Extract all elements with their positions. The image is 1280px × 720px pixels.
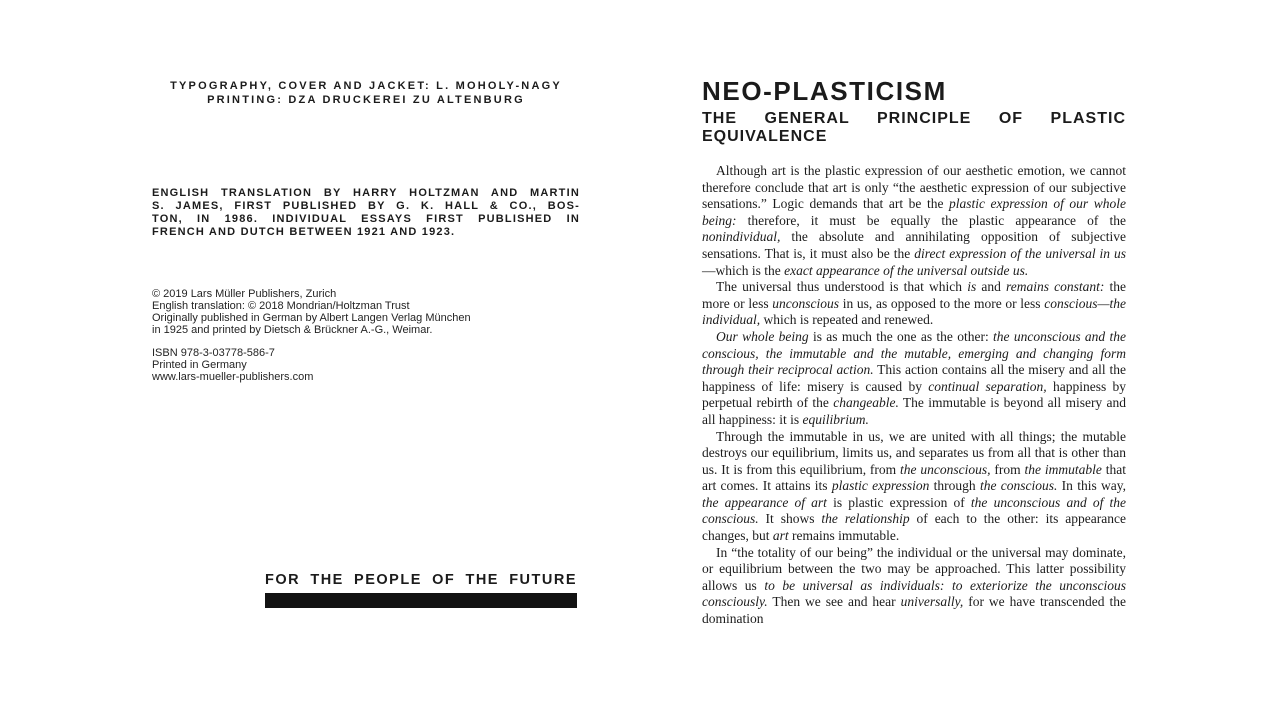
production-credits: [152, 79, 580, 107]
essay-title: NEO-PLASTICISM: [702, 76, 947, 106]
body-paragraph: Although art is the plastic expression of our aesthetic emotion, we cannot therefore conclude that art is only “the aesthetic expression of our subjective sensations.” Logic demands that art be the plastic expression of our whole being: therefore, it must be equally the plastic appearance of the nonindividual, the absolute and annihilating opposition of subjective sensations. That is, it must also be the direct expression of the universal in us—which is the exact appearance of the universal outside us.: [702, 163, 1127, 278]
text-line: in 1925 and printed by Dietsch & Brückner A.-G., Weimar.: [152, 324, 433, 336]
text-line: PRINTING: DZA DRUCKEREI ZU ALTENBURG: [207, 94, 525, 106]
text-line: ENGLISH TRANSLATION BY HARRY HOLTZMAN AND MARTIN: [152, 187, 580, 199]
text-line: THE GENERAL PRINCIPLE OF PLASTIC: [702, 110, 1126, 127]
text-line: ISBN 978-3-03778-586-7: [152, 347, 275, 359]
right-page: [702, 78, 1126, 628]
text-line: © 2019 Lars Müller Publishers, Zurich: [152, 288, 337, 300]
text-line: FRENCH AND DUTCH BETWEEN 1921 AND 1923.: [152, 226, 456, 238]
body-paragraph: Through the immutable in us, we are united with all things; the mutable destroys our equilibrium, limits us, and separates us from all that is other than us. It is from this equilibrium, from the unconscious, from the immutable that art comes. It attains its plastic expression through the conscious. In this way, the appearance of art is plastic expression of the unconscious and of the conscious. It shows the relationship of each to the other: its appearance changes, but art remains immutable.: [702, 428, 1126, 544]
copyright-block: [152, 288, 592, 336]
isbn-block: [152, 347, 592, 383]
text-line: Printed in Germany: [152, 359, 247, 371]
body-paragraph: In “the totality of our being” the individual or the universal may dominate, or equilibrium between the two may be approached. This latter possibility allows us to be universal as individuals: to exteriorize the unconscious consciously. Then we see and hear universally, for we have transcended the domination: [702, 544, 1126, 627]
motto-underline-bar: [265, 593, 577, 608]
text-line: TYPOGRAPHY, COVER AND JACKET: L. MOHOLY-NAGY: [170, 80, 562, 92]
translation-note: [152, 187, 580, 239]
text-line: TON, IN 1986. INDIVIDUAL ESSAYS FIRST PUBLISHED IN: [152, 213, 580, 225]
publisher-motto: FOR THE PEOPLE OF THE FUTURE: [265, 572, 577, 588]
text-line: English translation: © 2018 Mondrian/Holtzman Trust: [152, 300, 410, 312]
text-line: EQUIVALENCE: [702, 127, 828, 145]
essay-body: [702, 163, 1126, 628]
body-paragraph: Our whole being is as much the one as the other: the unconscious and the conscious, the immutable and the mutable, emerging and changing form through their reciprocal action. This action contains all the misery and all the happiness of life: misery is caused by continual separation, happiness by perpetual rebirth of the changeable. The immutable is beyond all misery and all happiness: it is equilibrium.: [702, 328, 1126, 427]
text-line: Originally published in German by Albert Langen Verlag München: [152, 312, 471, 324]
essay-subtitle: [702, 110, 1126, 145]
text-line: www.lars-mueller-publishers.com: [152, 371, 314, 383]
body-paragraph: The universal thus understood is that which is and remains constant: the more or less unconscious in us, as opposed to the more or less conscious—the individual, which is repeated and renewed.: [702, 279, 1127, 328]
text-line: S. JAMES, FIRST PUBLISHED BY G. K. HALL & CO., BOS-: [152, 200, 580, 212]
